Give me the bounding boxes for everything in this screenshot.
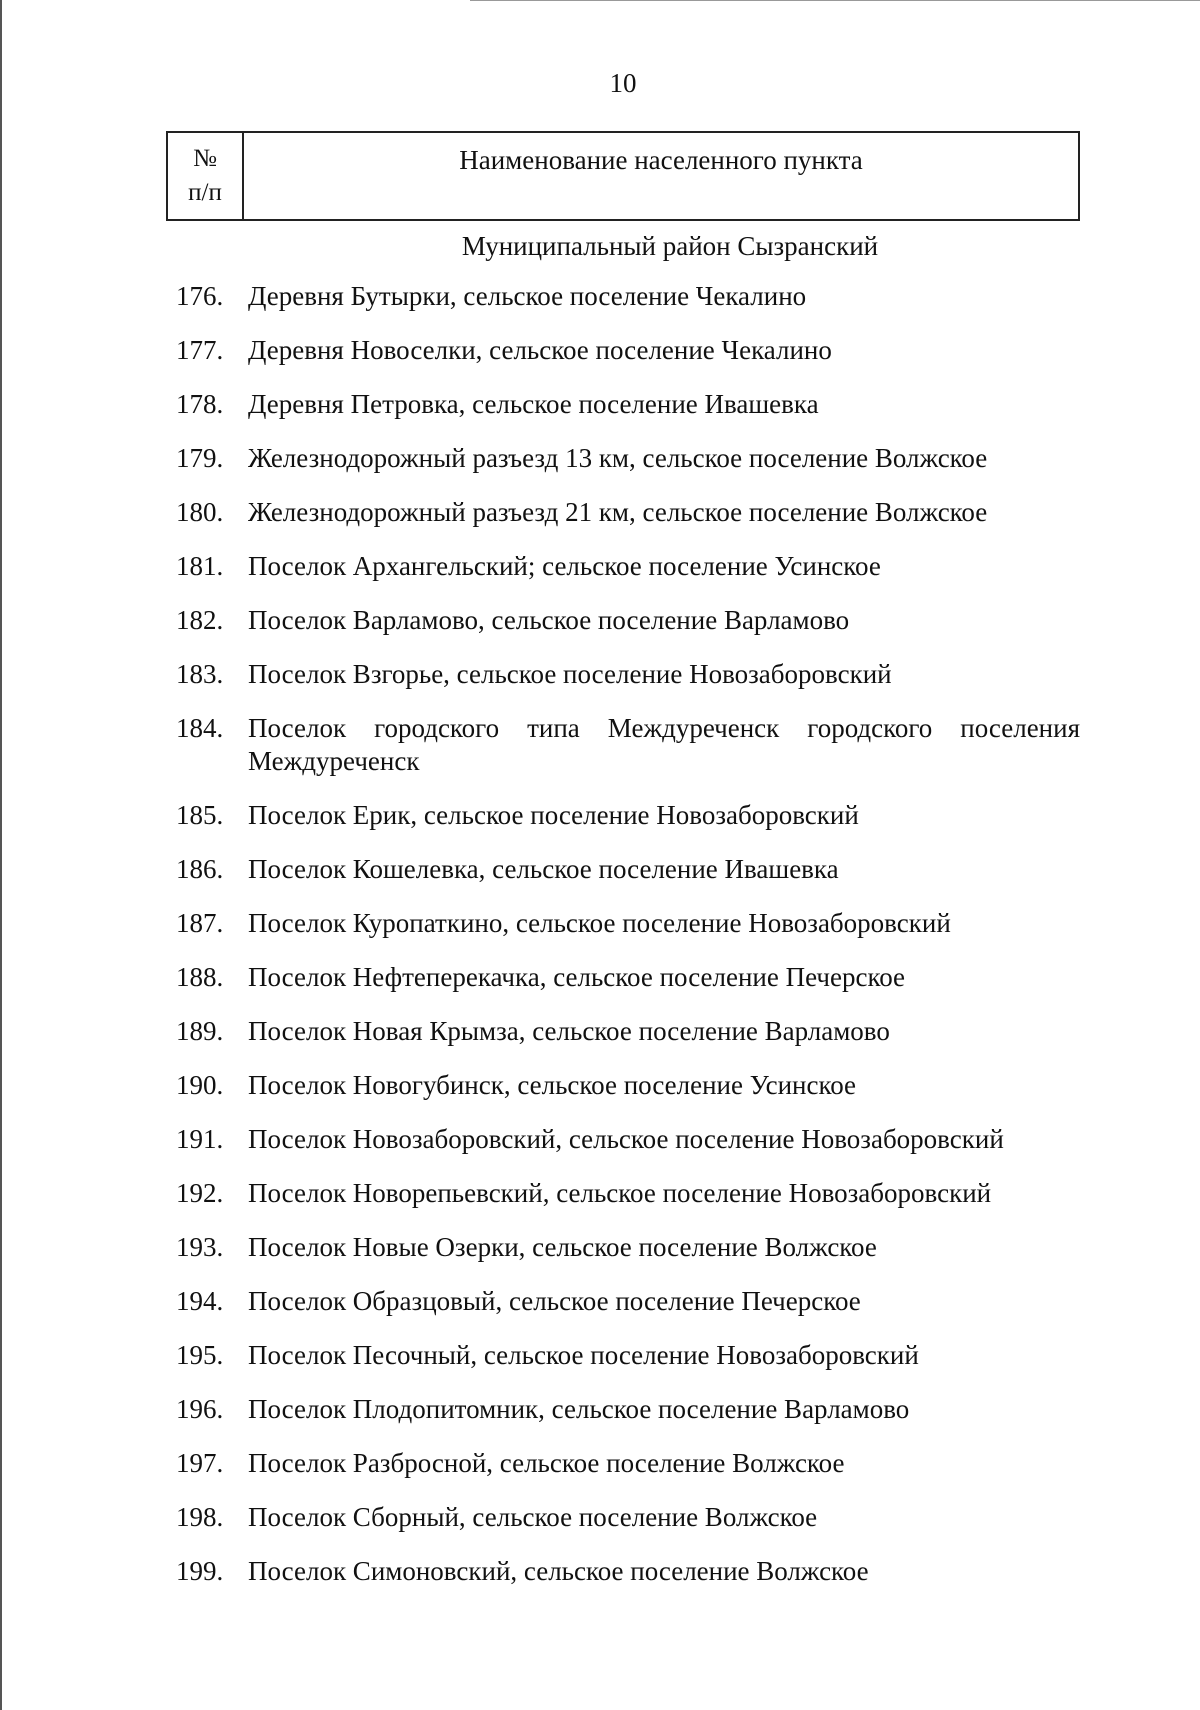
item-number: 193. — [176, 1232, 224, 1262]
list-item — [176, 907, 1080, 961]
list-item — [176, 1447, 1080, 1501]
item-text: Поселок Новозаборовский, сельское поселение Новозаборовский — [248, 1124, 1004, 1154]
item-number: 181. — [176, 551, 224, 581]
item-number: 187. — [176, 908, 224, 938]
list-item — [176, 388, 1080, 442]
item-text: Поселок Взгорье, сельское поселение Новозаборовский — [248, 659, 892, 689]
item-text: Поселок Новые Озерки, сельское поселение Волжское — [248, 1232, 877, 1262]
item-text: Поселок городского типа Междуреченск городского поселения Междуреченск — [248, 713, 1080, 776]
item-text: Деревня Новоселки, сельское поселение Чекалино — [248, 335, 832, 365]
list-item — [176, 1177, 1080, 1231]
item-text: Поселок Образцовый, сельское поселение Печерское — [248, 1286, 861, 1316]
item-text: Поселок Кошелевка, сельское поселение Ивашевка — [248, 854, 839, 884]
list-item — [176, 799, 1080, 853]
item-number: 195. — [176, 1340, 224, 1370]
list-item — [176, 442, 1080, 496]
number-sign-label: № — [193, 145, 217, 172]
item-text: Поселок Симоновский, сельское поселение Волжское — [248, 1556, 869, 1586]
list-item — [176, 1015, 1080, 1069]
list-item — [176, 712, 1080, 799]
list-item — [176, 853, 1080, 907]
item-number: 180. — [176, 497, 224, 527]
item-number: 186. — [176, 854, 224, 884]
item-number: 197. — [176, 1448, 224, 1478]
pp-label: п/п — [188, 179, 222, 206]
item-number: 198. — [176, 1502, 224, 1532]
item-number: 188. — [176, 962, 224, 992]
item-text: Поселок Новая Крымза, сельское поселение Варламово — [248, 1016, 890, 1046]
item-number: 185. — [176, 800, 224, 830]
number-column-header — [168, 133, 244, 219]
item-number: 191. — [176, 1124, 224, 1154]
item-text: Поселок Новогубинск, сельское поселение Усинское — [248, 1070, 857, 1100]
item-number: 177. — [176, 335, 224, 365]
item-number: 179. — [176, 443, 224, 473]
item-number: 192. — [176, 1178, 224, 1208]
page-top-edge — [470, 0, 1200, 1]
item-text: Поселок Плодопитомник, сельское поселение Варламово — [248, 1394, 910, 1424]
list-item — [176, 1069, 1080, 1123]
item-number: 183. — [176, 659, 224, 689]
settlement-list — [176, 280, 1080, 1609]
item-number: 199. — [176, 1556, 224, 1586]
item-text: Поселок Ерик, сельское поселение Новозаборовский — [248, 800, 859, 830]
section-title: Муниципальный район Сызранский — [461, 231, 879, 261]
list-item — [176, 1393, 1080, 1447]
item-number: 176. — [176, 281, 224, 311]
item-text: Поселок Новорепьевский, сельское поселение Новозаборовский — [248, 1178, 992, 1208]
item-text: Поселок Нефтеперекачка, сельское поселение Печерское — [248, 962, 906, 992]
list-item — [176, 550, 1080, 604]
list-item — [176, 1231, 1080, 1285]
list-item — [176, 280, 1080, 334]
item-number: 178. — [176, 389, 224, 419]
item-text: Поселок Куропаткино, сельское поселение Новозаборовский — [248, 908, 951, 938]
item-number: 189. — [176, 1016, 224, 1046]
list-item — [176, 1555, 1080, 1609]
page-number: 10 — [609, 68, 637, 98]
item-text: Поселок Сборный, сельское поселение Волжское — [248, 1502, 818, 1532]
list-item — [176, 334, 1080, 388]
item-text: Поселок Архангельский; сельское поселение Усинское — [248, 551, 881, 581]
item-number: 194. — [176, 1286, 224, 1316]
list-item — [176, 496, 1080, 550]
item-number: 182. — [176, 605, 224, 635]
list-item — [176, 1285, 1080, 1339]
item-text: Поселок Разбросной, сельское поселение Волжское — [248, 1448, 845, 1478]
list-item — [176, 658, 1080, 712]
item-text: Деревня Бутырки, сельское поселение Чекалино — [248, 281, 807, 311]
item-text: Поселок Варламово, сельское поселение Варламово — [248, 605, 850, 635]
list-item — [176, 604, 1080, 658]
item-text: Железнодорожный разъезд 13 км, сельское поселение Волжское — [248, 443, 988, 473]
list-item — [176, 961, 1080, 1015]
item-text: Деревня Петровка, сельское поселение Ивашевка — [248, 389, 819, 419]
item-text: Поселок Песочный, сельское поселение Новозаборовский — [248, 1340, 919, 1370]
list-item — [176, 1123, 1080, 1177]
list-item — [176, 1501, 1080, 1555]
item-number: 190. — [176, 1070, 224, 1100]
list-item — [176, 1339, 1080, 1393]
item-number: 196. — [176, 1394, 224, 1424]
item-number: 184. — [176, 713, 224, 743]
name-column-header: Наименование населенного пункта — [459, 145, 863, 175]
table-header — [166, 131, 1080, 221]
item-text: Железнодорожный разъезд 21 км, сельское поселение Волжское — [248, 497, 988, 527]
